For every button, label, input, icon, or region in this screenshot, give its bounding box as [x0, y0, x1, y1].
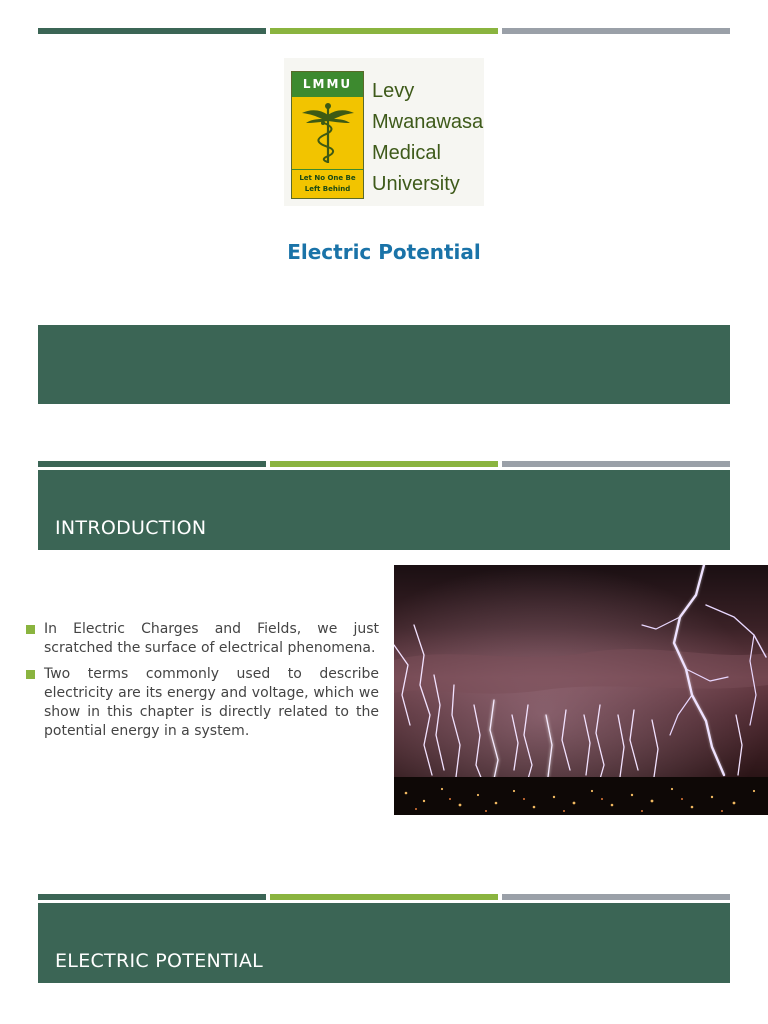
stripe-segment-gray — [502, 28, 730, 34]
slide2-heading: INTRODUCTION — [55, 517, 207, 539]
logo-name-line: University — [372, 173, 460, 195]
top-stripe — [38, 28, 730, 34]
logo-badge — [291, 71, 364, 199]
logo-university-name — [372, 76, 483, 200]
stripe-segment-dark — [38, 461, 266, 467]
slide2-header-band — [38, 470, 730, 550]
bullet-square-icon — [26, 625, 35, 634]
lightning-storm-photo — [394, 565, 768, 815]
stripe-segment-gray — [502, 894, 730, 900]
stripe-segment-dark — [38, 894, 266, 900]
logo-name-line: Medical — [372, 142, 441, 164]
presentation-title: Electric Potential — [287, 240, 481, 264]
logo-acronym: LMMU — [292, 72, 363, 97]
university-logo — [284, 58, 484, 206]
bullet-list — [26, 620, 379, 748]
logo-name-line: Mwanawasa — [372, 111, 484, 133]
list-item — [26, 620, 379, 658]
bullet-text: Two terms commonly used to describe electricity are its energy and voltage, which we show in this chapter is directly related to the potential energy in a system. — [44, 666, 379, 739]
stripe-segment-green — [270, 461, 498, 467]
title-slide-band — [38, 325, 730, 404]
list-item — [26, 665, 379, 741]
slide3-stripe — [38, 894, 730, 900]
logo-motto-line1: Let No One Be — [299, 174, 356, 182]
caduceus-icon — [292, 97, 363, 169]
logo-name-line: Levy — [372, 80, 415, 102]
logo-motto — [292, 169, 363, 198]
stripe-segment-dark — [38, 28, 266, 34]
slide3-header-band — [38, 903, 730, 983]
slide2-stripe — [38, 461, 730, 467]
bullet-text: In Electric Charges and Fields, we just scratched the surface of electrical phenomena. — [44, 621, 379, 656]
stripe-segment-gray — [502, 461, 730, 467]
slide3-heading: ELECTRIC POTENTIAL — [55, 950, 264, 972]
stripe-segment-green — [270, 894, 498, 900]
stripe-segment-green — [270, 28, 498, 34]
logo-motto-line2: Left Behind — [304, 185, 351, 193]
bullet-square-icon — [26, 670, 35, 679]
